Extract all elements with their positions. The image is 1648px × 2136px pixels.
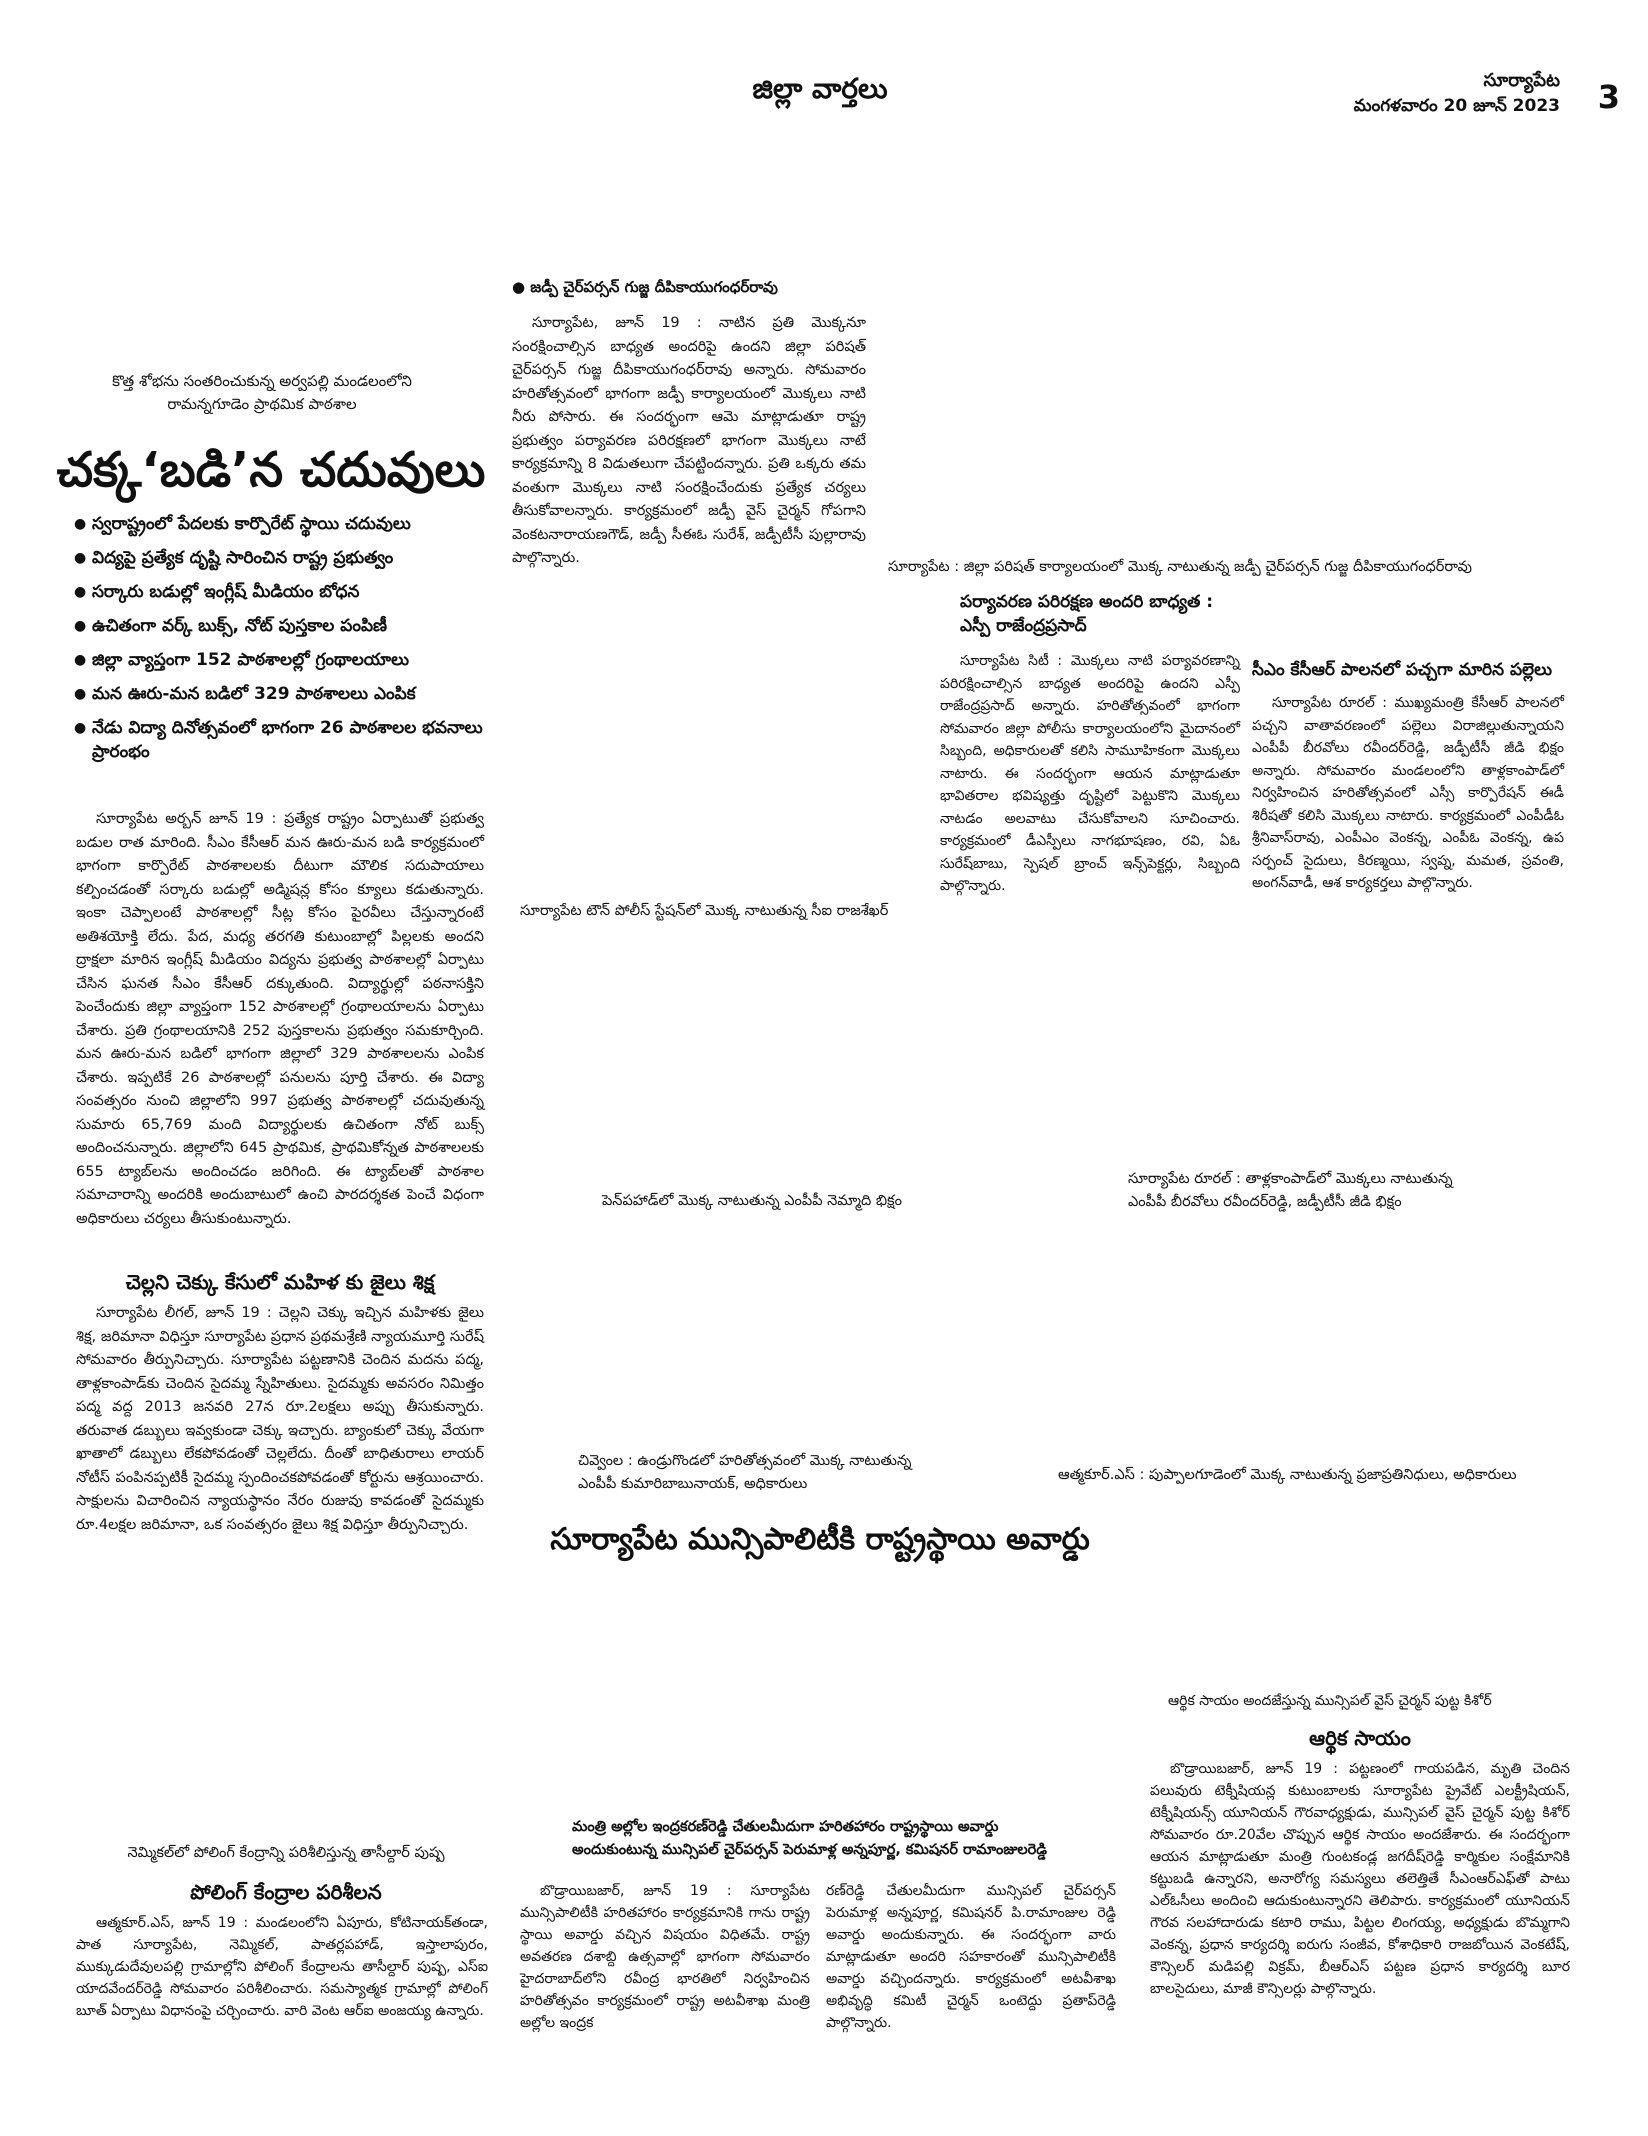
sp-headline: పర్యావరణ పరిరక్షణ అందరి బాధ్యత : ఎస్పీ రాజేంద్రప్రసాద్ bbox=[960, 592, 1214, 636]
lead-headline: చక్క‘బడి’న చదువులు bbox=[56, 442, 486, 498]
sp-body: సూర్యాపేట సిటీ : మొక్కలు నాటి పర్యావరణాన్ని పరిరక్షించాల్సిన బాధ్యత అందరిపై ఉందని ఎస్పీ రాజేంద్రప్రసాద్ అన్నారు. హరితోత్సవంలో భాగంగా సోమవారం జిల్లా పోలీసు కార్యాలయంలోని మైదానంలో సిబ్బంది, అధికారులతో కలిసి సామూహికంగా మొక్కలు నాటారు. ఈ సందర్భంగా ఆయన మాట్లాడుతూ భావితరాల భవిష్యత్తు దృష్టిలో పెట్టుకొని మొక్కలు నాటడం అలవాటు చేసుకోవాలని సూచించారు. కార్యక్రమంలో డీఎస్పీలు నాగభూషణం, రవి, ఏఓ సురేష్‌బాబు, స్పెషల్ బ్రాంచ్ ఇన్స్‌పెక్టర్లు, సిబ్బంది పాల్గొన్నారు. bbox=[940, 653, 1240, 894]
kicker-line: కొత్త శోభను సంతరించుకున్న అర్వపల్లి మండలంలోని bbox=[112, 372, 412, 390]
jail-headline: చెల్లని చెక్కు కేసులో మహిళ కు జైలు శిక్ష bbox=[125, 1270, 435, 1294]
caption-line: చివ్వెంల : ఉండ్రుగొండలో హరితోత్సవంలో మొక్క నాటుతున్న bbox=[578, 1453, 912, 1469]
atmakur-caption: ఆత్మకూర్.ఎస్ : పుప్పాలగూడెంలో మొక్క నాటుతున్న ప్రజాప్రతినిధులు, అధికారులు bbox=[1058, 1467, 1517, 1483]
lead-body: సూర్యాపేట అర్బన్ జూన్ 19 : ప్రత్యేక రాష్ట్రం ఏర్పాటుతో ప్రభుత్వ బడుల రాత మారింది. సీఎం కేసీఆర్ మన ఊరు-మన బడి కార్యక్రమంలో భాగంగా కార్పొరేట్ పాఠశాలలకు దీటుగా మౌలిక సదుపాయాలు కల్పించడంతో సర్కారు బడుల్లో అడ్మిషన్ల కోసం క్యూలు కడుతున్నారు. ఇంకా చెప్పాలంటే పాఠశాలల్లో సీట్ల కోసం పైరవీలు చేస్తున్నారంటే అతిశయోక్తి లేదు. పేద, మధ్య తరగతి కుటుంబాల్లో పిల్లలకు అందని ద్రాక్షలా మారిన ఇంగ్లీష్ మీడియం విద్యను ప్రభుత్వ పాఠశాలల్లో ఏర్పాటు చేసిన ఘనత సీఎం కేసీఆర్ దక్కుతుంది. విద్యార్థుల్లో పఠనాసక్తిని పెంచేందుకు జిల్లా వ్యాప్తంగా 152 పాఠశాలల్లో గ్రంథాలయాలను ఏర్పాటు చేశారు. ప్రతి గ్రంథాలయానికి 252 పుస్తకాలను ప్రభుత్వం సమకూర్చింది. మన ఊరు-మన బడిలో భాగంగా జిల్లాలో 329 పాఠశాలలను ఎంపిక చేశారు. ఇప్పటికే 26 పాఠశాలల్లో పనులను పూర్తి చేశారు. ఈ విద్యా సంవత్సరం నుంచి జిల్లాలోని 997 ప్రభుత్వ పాఠశాలల్లో చదువుతున్న సుమారు 65,769 మంది విద్యార్థులకు ఉచితంగా నోట్ బుక్స్ అందించనున్నారు. జిల్లాలోని 645 ప్రాథమిక, ప్రాథమికోన్నత పాఠశాలలకు 655 ట్యాబ్‌లను అందించడం జరిగింది. ఈ ట్యాబ్‌లతో పాఠశాల సమాచారాన్ని అందరికి అందుబాటులో ఉంచి పారదర్శకత పెంచే విధంగా అధికారులు చర్యలు తీసుకుంటున్నారు. bbox=[76, 811, 484, 1227]
bullet-item: ● సర్కారు బడుల్లో ఇంగ్లీష్ మీడియం బోధన bbox=[74, 580, 494, 604]
award-body-col2: రణ్‌రెడ్డి చేతులమీదుగా మున్సిపల్ చైర్‌పర్సన్ పెరుమాళ్ల అన్నపూర్ణ, కమిషనర్ పి.రామాంజుల రెడ్డి అవార్డు అందుకున్నారు. ఈ సందర్భంగా వారు మాట్లాడుతూ అందరి సహకారంతో మున్సిపాలిటీకి అవార్డు వచ్చిందన్నారు. కార్యక్రమంలో అటవీశాఖ అభివృద్ధి కమిటీ చైర్మన్ ఒంటెద్దు ప్రతాప్‌రెడ్డి పాల్గొన్నారు. bbox=[826, 1883, 1116, 2031]
lead-bullets bbox=[74, 512, 494, 774]
lead-kicker bbox=[62, 370, 462, 416]
aid-photo-caption: ఆర్థిక సాయం అందజేస్తున్న మున్సిపల్ వైస్ చైర్మన్ పుట్ట కిశోర్ bbox=[1168, 1693, 1492, 1709]
kicker-line: రామన్నగూడెం ప్రాథమిక పాఠశాల bbox=[167, 395, 357, 413]
zp-photo-caption: సూర్యాపేట : జిల్లా పరిషత్ కార్యాలయంలో మొక్క నాటుతున్న జడ్పీ చైర్‌పర్సన్ గుజ్జ దీపికాయుగంధర్‌రావు bbox=[888, 559, 1472, 575]
bullet-item: ● స్వరాష్ట్రంలో పేదలకు కార్పొరేట్ స్థాయి చదువులు bbox=[74, 512, 494, 536]
award-photo-caption bbox=[572, 1816, 1112, 1862]
jail-body: సూర్యాపేట లీగల్, జూన్ 19 : చెల్లని చెక్కు ఇచ్చిన మహిళకు జైలు శిక్ష, జరిమానా విధిస్తూ సూర్యాపేట ప్రధాన ప్రథమశ్రేణి న్యాయమూర్తి సురేష్ సోమవారం తీర్పునిచ్చారు. సూర్యాపేట పట్టణానికి చెందిన మదను పద్మ, తాళ్లకాంపాడ్‌కు చెందిన సైదమ్మ స్నేహితులు. సైదమ్మకు అవసరం నిమిత్తం పద్మ వద్ద 2013 జనవరి 27న రూ.2లక్షలు అప్పు తీసుకున్నారు. తరువాత డబ్బులు ఇవ్వకుండా చెక్కు ఇచ్చారు. బ్యాంకులో చెక్కు వేయగా ఖాతాలో డబ్బులు లేకపోవడంతో చెల్లలేదు. దీంతో బాధితురాలు లాయర్ నోటీస్ పంపినప్పటికీ సైదమ్మ స్పందించకపోవడంతో కోర్టును ఆశ్రయించారు. సాక్షులను విచారించిన న్యాయస్థానం నేరం రుజువు కావడంతో సైదమ్మకు రూ.4లక్షల జరిమానా, ఒక సంవత్సరం జైలు శిక్ష విధిస్తూ తీర్పునిచ్చారు. bbox=[76, 1305, 484, 1533]
cm-body: సూర్యాపేట రూరల్ : ముఖ్యమంత్రి కేసీఆర్ పాలనలో పచ్చని వాతావరణంలో పల్లెలు విరాజిల్లుతున్నాయని ఎంపీపీ బీరవోలు రవీందర్‌రెడ్డి, జడ్పీటీసీ జీడి భిక్షం అన్నారు. సోమవారం మండలంలోని తాళ్లకాంపాడ్‌లో నిర్వహించిన హరితోత్సవంలో ఎస్సీ కార్పొరేషన్ ఈడీ శిరీషతో కలిసి మొక్కలు నాటారు. కార్యక్రమంలో ఎంపీడీఓ శ్రీనివాస్‌రావు, ఎంపీఎం వెంకన్న, ఎంపీఓ వెంకన్న, ఉప సర్పంచ్ సైదులు, కిరణ్మయి, స్వప్న, మమత, స్రవంతి, అంగన్‌వాడీ, ఆశ కార్యకర్తలు పాల్గొన్నారు. bbox=[1252, 695, 1564, 891]
masthead-date: మంగళవారం 20 జూన్ 2023 bbox=[1353, 96, 1560, 116]
rural-caption bbox=[1128, 1168, 1548, 1214]
polling-photo-caption: నెమ్మికల్‌లో పోలింగ్ కేంద్రాన్ని పరిశీలిస్తున్న తాసీల్దార్ పుష్ప bbox=[127, 1845, 445, 1861]
award-body-col1: బొడ్రాయిబజార్, జూన్ 19 : సూర్యాపేట మున్సిపాలిటీకి హరితహారం కార్యక్రమానికి గాను రాష్ట్ర స్థాయి అవార్డు వచ్చిన విషయం విధితమే. రాష్ట్ర అవతరణ దశాబ్ది ఉత్సవాల్లో భాగంగా సోమవారం హైదరాబాద్‌లోని రవీంద్ర భారతిలో నిర్వహించిన హరితోత్సవం కార్యక్రమంలో రాష్ట్ర అటవీశాఖ మంత్రి అల్లోల ఇంద్రక bbox=[520, 1883, 810, 2031]
aid-headline: ఆర్థిక సాయం bbox=[1309, 1726, 1411, 1750]
polling-headline: పోలింగ్ కేంద్రాల పరిశీలన bbox=[190, 1880, 382, 1904]
cm-headline: సీఎం కేసీఆర్ పాలనలో పచ్చగా మారిన పల్లెలు bbox=[1252, 660, 1553, 680]
section-title: జిల్లా వార్తలు bbox=[752, 72, 888, 105]
bullet-item: ● జిల్లా వ్యాప్తంగా 152 పాఠశాలల్లో గ్రంథాలయాలు bbox=[74, 648, 494, 672]
caption-line: మంత్రి అల్లోల ఇంద్రకరణ్‌రెడ్డి చేతులమీదుగా హరితహారం రాష్ట్రస్థాయి అవార్డు bbox=[572, 1819, 999, 1835]
caption-line: ఎంపీపీ బీరవోలు రవీందర్‌రెడ్డి, జడ్పీటీసీ జీడి భిక్షం bbox=[1128, 1194, 1402, 1210]
page-number: 3 bbox=[1597, 78, 1620, 116]
sp-photo-caption: సూర్యాపేట టౌన్ పోలీస్ స్టేషన్‌లో మొక్క నాటుతున్న సీఐ రాజశేఖర్ bbox=[520, 903, 889, 919]
polling-body: ఆత్మకూర్.ఎస్, జూన్ 19 : మండలంలోని ఏపూరు, కోటినాయక్‌తండా, పాత సూర్యాపేట, నెమ్మికల్, పాతర్లపహాడ్, ఇస్తాలాపురం, ముక్కుడుదేవులపల్లి గ్రామాల్లోని పోలింగ్ కేంద్రాలను తాసీల్దార్ పుష్ప, ఎస్ఐ యాదవేందర్‌రెడ్డి సోమవారం పరిశీలించారు. సమస్యాత్మక గ్రామాల్లో పోలింగ్ బూత్ ఏర్పాటు విధానంపై చర్చించారు. వారి వెంట ఆర్ఐ అంజయ్య ఉన్నారు. bbox=[76, 1915, 488, 2019]
award-headline: సూర్యాపేట మున్సిపాలిటీకి రాష్ట్రస్థాయి అవార్డు bbox=[550, 1522, 1090, 1557]
bullet-item: ● మన ఊరు-మన బడిలో 329 పాఠశాలలు ఎంపిక bbox=[74, 682, 494, 706]
caption-line: ఎంపీపీ కుమారిబాబునాయక్, అధికారులు bbox=[578, 1476, 808, 1492]
caption-line: సూర్యాపేట రూరల్ : తాళ్లకాంపాడ్‌లో మొక్కలు నాటుతున్న bbox=[1128, 1171, 1453, 1187]
masthead-city: సూర్యాపేట bbox=[1483, 70, 1560, 91]
bullet-item: ● నేడు విద్యా దినోత్సవంలో భాగంగా 26 పాఠశాలల భవనాలు ప్రారంభం bbox=[74, 716, 494, 764]
zp-subhead: ● జడ్పీ చైర్‌పర్సన్ గుజ్జ దీపికాయుగంధర్‌రావు bbox=[512, 278, 778, 296]
chivvemla-caption bbox=[578, 1450, 998, 1496]
zp-body: సూర్యాపేట, జూన్ 19 : నాటిన ప్రతి మొక్కనూ సంరక్షించాల్సిన బాధ్యత అందరిపై ఉందని జిల్లా పరిషత్ చైర్‌పర్సన్ గుజ్జ దీపికాయుగంధర్‌రావు అన్నారు. సోమవారం హరితోత్సవంలో భాగంగా జడ్పీ కార్యాలయంలో మొక్కలు నాటి నీరు పోసారు. ఈ సందర్భంగా ఆమె మాట్లాడుతూ రాష్ట్ర ప్రభుత్వం పర్యావరణ పరిరక్షణలో భాగంగా మొక్కలు నాటే కార్యక్రమాన్ని 8 విడుతలుగా చేపట్టిందన్నారు. ప్రతి ఒక్కరు తమ వంతుగా మొక్కలు నాటి సంరక్షించేందుకు ప్రత్యేక చర్యలు తీసుకోవాలన్నారు. కార్యక్రమంలో జడ్పీ వైస్ చైర్మన్ గోపగాని వెంకటనారాయణగౌడ్, జడ్పీ సీఈఓ సురేశ్, జడ్పీటీసీ పుల్లారావు పాల్గొన్నారు. bbox=[512, 315, 866, 566]
aid-body: బొడ్రాయిబజార్, జూన్ 19 : పట్టణంలో గాయపడిన, మృతి చెందిన పలువురు టెక్నీషియన్ల కుటుంబాలకు సూర్యాపేట ప్రైవేట్ ఎలక్ట్రీషియన్, టెక్నీషియన్స్ యూనియన్ గౌరవాధ్యక్షుడు, మున్సిపల్ వైస్ చైర్మన్ పుట్ట కిశోర్ సోమవారం రూ.20వేల చొప్పున ఆర్థిక సాయం అందజేశారు. ఈ సందర్భంగా ఆయన మాట్లాడుతూ మంత్రి గుంటకండ్ల జగదీష్‌రెడ్డి కార్మికుల సంక్షేమానికి కట్టుబడి ఉన్నారని, అనారోగ్య సమస్యలు తలెత్తితే సీఎంఆర్ఎఫ్‌తో పాటు ఎల్ఓసీలు అందించి ఆదుకుంటున్నారని తెలిపారు. కార్యక్రమంలో యూనియన్ గౌరవ సలహాదారుడు కటారి రాము, పిట్టల లింగయ్య, అధ్యక్షుడు బొమ్మగాని వెంకన్న, ప్రధాన కార్యదర్శి ఐరుగు సంజీవ, కోశాధికారి రాజబోయిన వెంకటేష్, కౌన్సిలర్ మడిపల్లి విక్రమ్, బీఆర్ఎస్ పట్టణ ప్రధాన కార్యదర్శి బూర బాలసైదులు, మాజీ కౌన్సిలర్లు పాల్గొన్నారు. bbox=[1150, 1761, 1570, 1997]
bullet-item: ● విద్యపై ప్రత్యేక దృష్టి సారించిన రాష్ట్ర ప్రభుత్వం bbox=[74, 546, 494, 570]
bullet-item: ● ఉచితంగా వర్క్ బుక్స్, నోట్ పుస్తకాల పంపిణీ bbox=[74, 614, 494, 638]
penpahad-caption: పెన్‌పహాడ్‌లో మొక్క నాటుతున్న ఎంపీపీ నెమ్మాది భిక్షం bbox=[602, 1193, 902, 1209]
caption-line: అందుకుంటున్న మున్సిపల్ చైర్‌పర్సన్ పెరుమాళ్ల అన్నపూర్ణ, కమిషనర్ రామాంజులరెడ్డి bbox=[572, 1842, 1047, 1858]
